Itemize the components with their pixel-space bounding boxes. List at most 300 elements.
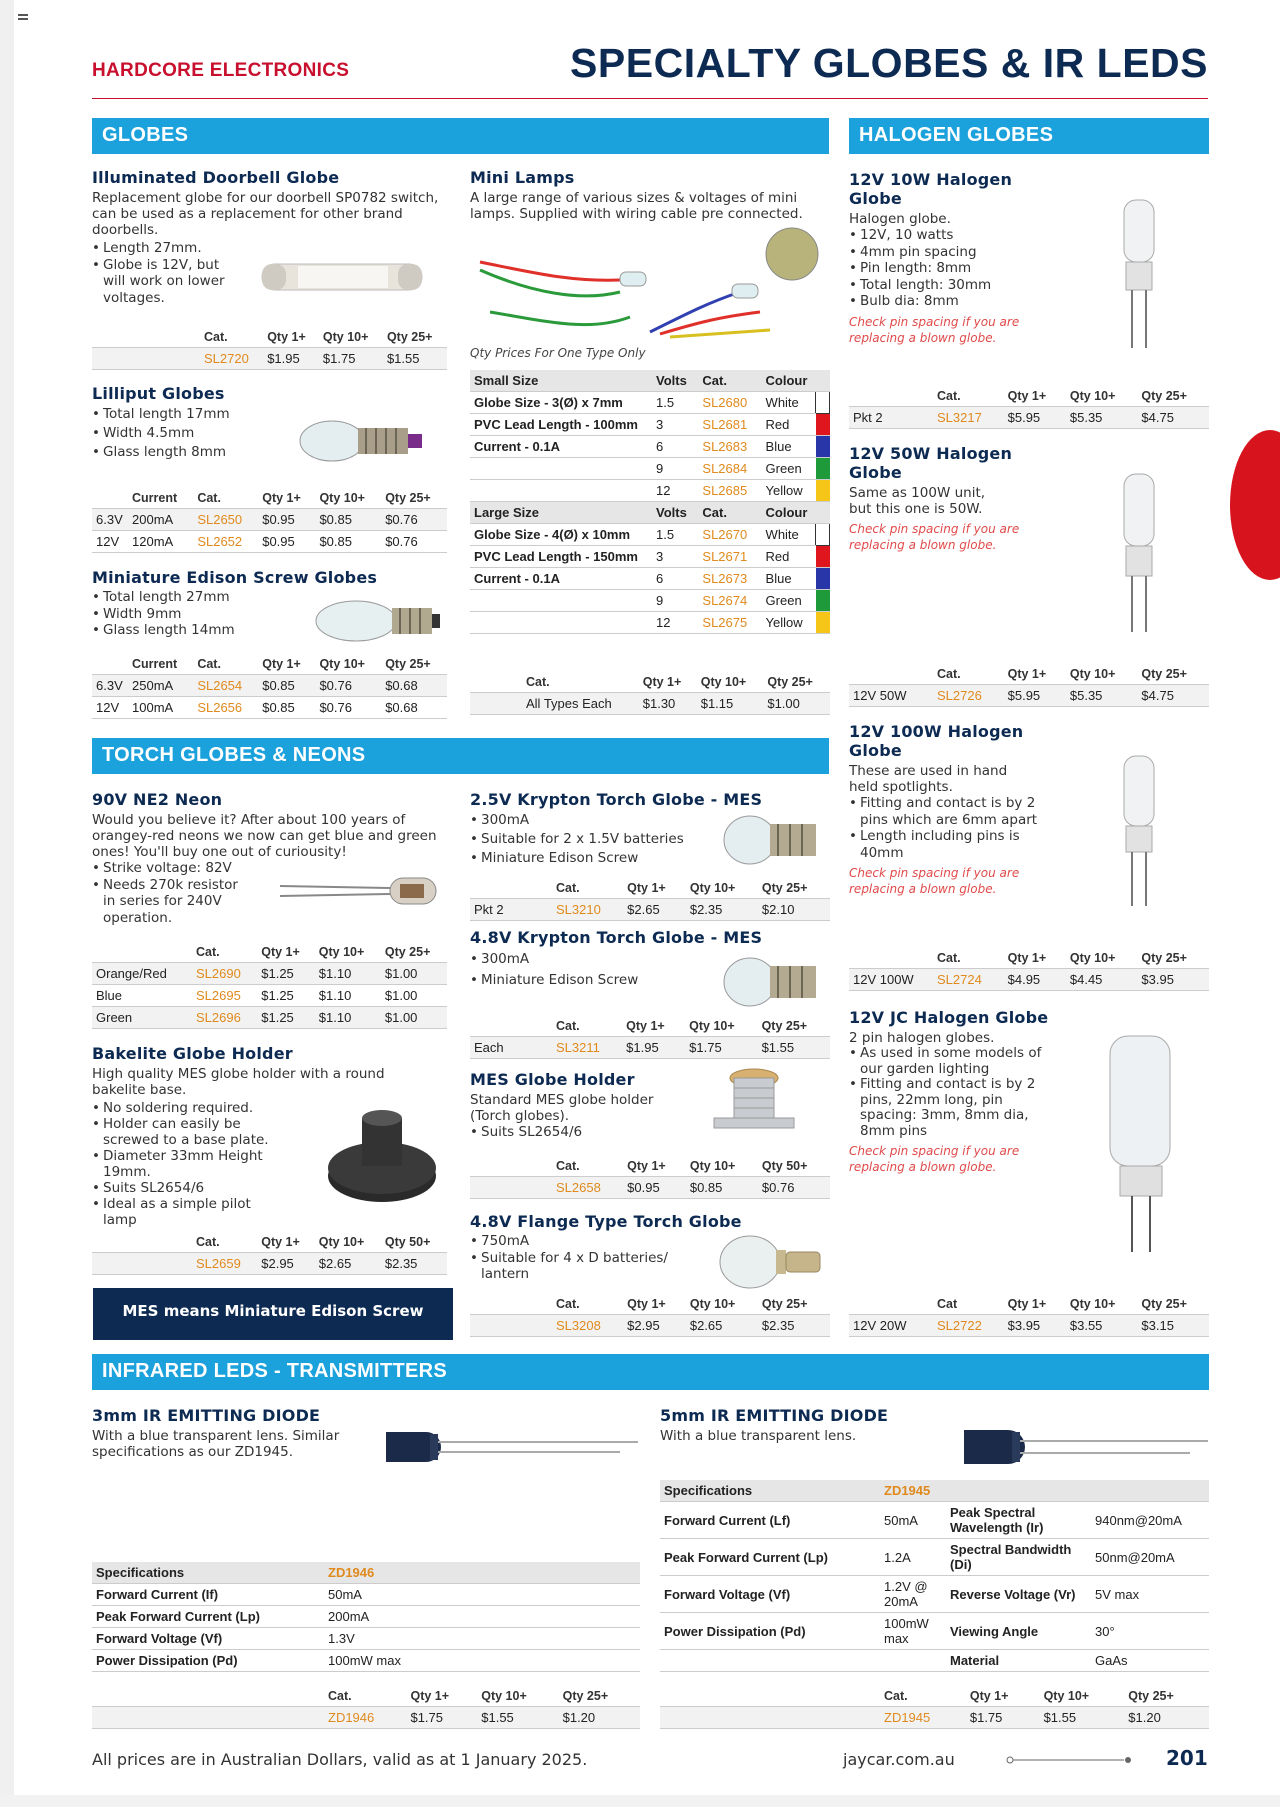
table-cell: $2.35 — [381, 1253, 447, 1275]
flange-globe-image — [716, 1232, 830, 1292]
column-header — [849, 386, 933, 407]
product-title: Illuminated Doorbell Globe — [92, 168, 340, 187]
table-cell: $4.75 — [1137, 685, 1209, 707]
lilliput-globe-image — [296, 416, 431, 466]
section-bar-halogen: HALOGEN GLOBES — [849, 118, 1209, 154]
table-cell: $4.45 — [1066, 969, 1138, 991]
table-cell: 100mA — [132, 700, 174, 715]
section-bar-infrared: INFRARED LEDS - TRANSMITTERS — [92, 1354, 1209, 1390]
spec-item: • Total length 27mm — [92, 589, 447, 606]
column-header: Qty 25+ — [761, 881, 808, 895]
product-title: 12V 50W Halogen Globe — [849, 444, 1013, 482]
spec-item: • Fitting and contact is by 2 pins, 22mm long, pin spacing: 3mm, 8mm dia, 8mm pins — [849, 1077, 1044, 1139]
footer-decor-line — [1004, 1752, 1134, 1768]
table-cell: $0.85 — [319, 534, 352, 549]
red-tab-marker — [1230, 430, 1280, 580]
column-header: Qty 1+ — [261, 1235, 300, 1249]
halogen-jc-price-table — [849, 1294, 1209, 1337]
table-cell: 100mW max — [880, 1613, 946, 1650]
col-cat: Cat. — [204, 330, 228, 344]
halogen-100w-block — [849, 722, 1079, 897]
column-header: Cat. — [556, 1297, 580, 1311]
spec-list — [849, 1046, 1044, 1139]
table-cell — [880, 1650, 946, 1672]
table-cell: 1.5 — [652, 392, 698, 414]
product-title: 12V 100W Halogen Globe — [849, 722, 1024, 760]
table-row — [470, 1315, 830, 1337]
table-row — [470, 693, 830, 715]
spec-list — [849, 795, 1049, 861]
colour-swatch — [816, 612, 830, 634]
table-cell: $0.76 — [319, 700, 352, 715]
spec-item: • Suits SL2654/6 — [470, 1124, 690, 1141]
table-cell: Yellow — [762, 480, 816, 502]
spec-item: • 12V, 10 watts — [849, 227, 1049, 244]
table-cell: PVC Lead Length - 100mm — [470, 414, 652, 436]
product-title: Mini Lamps — [470, 168, 575, 187]
table-cell: $0.85 — [686, 1177, 758, 1199]
product-title: 12V 10W Halogen Globe — [849, 170, 1013, 208]
column-header: Qty 10+ — [1069, 389, 1116, 403]
table-cell: Blue — [762, 436, 816, 458]
table-cell — [470, 590, 652, 612]
table-cell: $3.15 — [1137, 1315, 1209, 1337]
spec-item: • Miniature Edison Screw — [470, 849, 830, 868]
table-cell: 50mA — [880, 1502, 946, 1539]
table-row — [92, 1253, 447, 1275]
spec-list — [92, 240, 242, 306]
table-cell: SL3208 — [552, 1315, 623, 1337]
table-row — [849, 969, 1209, 991]
halogen-50w-price-table — [849, 664, 1209, 707]
product-description: With a blue transparent lens. Similar specifications as our ZD1945. — [92, 1428, 340, 1460]
table-cell — [1091, 1480, 1209, 1502]
table-cell: Yellow — [762, 612, 816, 634]
table-row — [92, 985, 447, 1007]
column-header: Cat. — [196, 945, 220, 959]
spec-list — [849, 227, 1049, 310]
table-row — [92, 509, 447, 531]
spec-item: • No soldering required. — [92, 1100, 272, 1116]
spec-item: • As used in some models of our garden lighting — [849, 1046, 1044, 1077]
column-header: Qty 1+ — [1007, 951, 1047, 965]
product-title: 90V NE2 Neon — [92, 790, 223, 809]
column-header: Qty 25+ — [761, 1297, 808, 1311]
table-cell: 940nm@20mA — [1091, 1502, 1209, 1539]
table-cell: Specifications — [92, 1562, 324, 1584]
krypton-25-price-table — [470, 878, 830, 921]
spec-item: • Globe is 12V, but will work on lower voltages. — [92, 257, 242, 307]
spec-item: • Diameter 33mm Height 19mm. — [92, 1148, 272, 1180]
table-cell — [92, 1253, 192, 1275]
table-cell: 250mA — [128, 675, 193, 697]
product-description: Would you believe it? After about 100 years of orangey-red neons we now can get blue and green ones! You'll buy one out of curiousity! — [92, 812, 437, 860]
column-header — [849, 664, 933, 685]
table-cell: $1.00 — [763, 693, 830, 715]
product-title: 4.8V Krypton Torch Globe - MES — [470, 928, 763, 947]
table-cell: White — [762, 392, 816, 414]
spec-list — [92, 860, 252, 926]
doorbell-globe-image — [258, 252, 428, 300]
product-title: 3mm IR EMITTING DIODE — [92, 1406, 321, 1425]
column-header: Qty 50+ — [761, 1159, 808, 1173]
table-cell: Colour — [762, 370, 830, 392]
table-cell: SL2681 — [698, 414, 761, 436]
table-cell: SL2652 — [197, 534, 243, 549]
column-header: Qty 10+ — [1069, 1297, 1116, 1311]
table-cell: 9 — [652, 590, 698, 612]
table-cell: 30° — [1091, 1613, 1209, 1650]
product-description: High quality MES globe holder with a round bakelite base. — [92, 1066, 385, 1098]
table-cell: 50mA — [324, 1584, 640, 1606]
column-header: Cat. — [884, 1689, 908, 1703]
product-description: Same as 100W unit, but this one is 50W. — [849, 485, 986, 517]
col-qty10: Qty 10+ — [322, 330, 369, 344]
spec-item: • Glass length 8mm — [92, 443, 292, 462]
column-header: Cat. — [937, 951, 961, 965]
table-cell: $5.35 — [1066, 685, 1138, 707]
table-cell — [92, 348, 200, 370]
table-row — [849, 1315, 1209, 1337]
table-cell: $0.68 — [381, 675, 447, 697]
table-cell: Volts — [652, 502, 698, 524]
table-cell: Forward Current (If) — [92, 1584, 324, 1606]
column-header: Qty 25+ — [1141, 389, 1187, 403]
table-cell — [470, 693, 522, 715]
table-row — [92, 1707, 640, 1729]
mini-lamps-table — [470, 370, 830, 634]
table-cell: SL2654 — [193, 675, 258, 697]
table-cell: 6 — [652, 436, 698, 458]
table-row — [660, 1707, 1209, 1729]
table-cell: SL2650 — [193, 509, 258, 531]
halogen-50w-block — [849, 444, 1049, 553]
table-cell: $1.75 — [966, 1707, 1040, 1729]
bakelite-holder-image — [322, 1098, 442, 1208]
table-cell: 5V max — [1091, 1576, 1209, 1613]
colour-swatch — [816, 436, 830, 458]
product-title: 5mm IR EMITTING DIODE — [660, 1406, 889, 1425]
edison-globe-image — [312, 596, 447, 646]
bakelite-price-table — [92, 1232, 447, 1275]
table-cell: $1.10 — [315, 963, 381, 985]
table-cell — [946, 1480, 1091, 1502]
mini-lamps-price-table — [470, 672, 830, 715]
table-cell: 3 — [652, 414, 698, 436]
table-cell: ZD1946 — [324, 1707, 406, 1729]
column-header: Qty 10+ — [689, 1297, 736, 1311]
column-header: Qty 25+ — [384, 945, 431, 959]
spec-item: • 300mA — [470, 811, 830, 830]
spec-item: • Pin length: 8mm — [849, 260, 1049, 277]
table-cell: $2.65 — [623, 899, 686, 921]
brand-name: HARDCORE ELECTRONICS — [92, 60, 350, 81]
section-bar-globes: GLOBES — [92, 118, 829, 154]
table-cell: Material — [946, 1650, 1091, 1672]
column-header — [92, 654, 128, 675]
table-cell: SL2722 — [933, 1315, 1004, 1337]
table-cell: $2.10 — [758, 899, 830, 921]
column-header: Qty 1+ — [262, 491, 301, 505]
table-cell: 12V — [96, 700, 120, 715]
table-cell: SL2726 — [933, 685, 1004, 707]
column-header: Qty 10+ — [689, 1159, 736, 1173]
table-row — [849, 685, 1209, 707]
table-row — [92, 675, 447, 697]
column-header: Cat. — [197, 657, 221, 671]
halogen-jc-block — [849, 1008, 1049, 1175]
menu-icon[interactable] — [18, 14, 28, 22]
table-cell: SL2656 — [197, 700, 243, 715]
table-cell: SL2724 — [933, 969, 1004, 991]
spec-item: • Suitable for 4 x D batteries/ lantern — [470, 1250, 690, 1283]
table-cell: 200mA — [324, 1606, 640, 1628]
krypton-25-image — [720, 808, 830, 868]
table-cell: All Types Each — [522, 693, 639, 715]
column-header — [92, 488, 128, 509]
product-description: Standard MES globe holder (Torch globes). — [470, 1092, 654, 1124]
table-cell: GaAs — [1091, 1650, 1209, 1672]
column-header — [92, 327, 200, 348]
column-header: Qty 1+ — [1007, 667, 1047, 681]
table-cell: Forward Voltage (Vf) — [92, 1628, 324, 1650]
page-bottom-edge — [0, 1795, 1280, 1807]
product-title: MES Globe Holder — [470, 1070, 635, 1089]
column-header: Qty 25+ — [761, 1019, 808, 1033]
column-header: Qty 1+ — [261, 945, 300, 959]
spec-item: • Glass length 14mm — [92, 622, 447, 639]
column-header — [92, 942, 192, 963]
column-header: Qty 50+ — [384, 1235, 431, 1249]
table-cell: $1.10 — [318, 988, 352, 1003]
table-cell: $0.95 — [623, 1177, 686, 1199]
halogen-10w-block — [849, 170, 1049, 346]
table-cell: 100mW max — [324, 1650, 640, 1672]
spec-item: • Bulb dia: 8mm — [849, 293, 1049, 310]
table-cell: SL2683 — [698, 436, 761, 458]
table-cell: 12V 50W — [849, 685, 933, 707]
column-header: Current — [132, 491, 178, 505]
spec-item: • Length 27mm. — [92, 240, 242, 257]
column-header: Cat. — [556, 1159, 580, 1173]
table-cell: $0.68 — [385, 700, 418, 715]
table-cell: $2.35 — [758, 1315, 830, 1337]
table-cell: ZD1945 — [880, 1480, 946, 1502]
table-cell: Pkt 2 — [470, 899, 552, 921]
colour-swatch — [816, 524, 830, 546]
table-cell: 12V — [96, 534, 120, 549]
table-row — [92, 531, 447, 553]
table-cell: 1.3V — [324, 1628, 640, 1650]
column-header: Qty 1+ — [642, 675, 682, 689]
table-row — [849, 407, 1209, 429]
footer-note: All prices are in Australian Dollars, valid as at 1 January 2025. — [92, 1750, 588, 1769]
table-cell: SL2684 — [698, 458, 761, 480]
column-header — [470, 1156, 552, 1177]
table-cell: $1.55 — [383, 348, 447, 370]
product-description: 2 pin halogen globes. — [849, 1030, 995, 1046]
table-cell: SL2690 — [192, 963, 257, 985]
table-cell: SL2671 — [698, 546, 761, 568]
table-row — [470, 1177, 830, 1199]
column-header — [849, 1294, 933, 1315]
flange-price-table — [470, 1294, 830, 1337]
pin-spacing-note: Check pin spacing if you are replacing a blown globe. — [849, 522, 1020, 552]
column-header: Cat. — [937, 667, 961, 681]
table-cell: 12 — [652, 480, 698, 502]
colour-swatch — [816, 546, 830, 568]
column-header: Qty 10+ — [318, 1235, 365, 1249]
ir-5mm-block — [660, 1406, 960, 1444]
spec-item: • Needs 270k resistor in series for 240V operation. — [92, 877, 252, 927]
column-header: Cat — [937, 1297, 958, 1311]
table-cell: $4.95 — [1004, 969, 1066, 991]
section-bar-torch: TORCH GLOBES & NEONS — [92, 738, 829, 774]
mes-holder-image — [708, 1064, 798, 1150]
table-cell: $1.95 — [622, 1037, 685, 1059]
table-row — [92, 1007, 447, 1029]
column-header: Qty 1+ — [262, 657, 301, 671]
column-header: Qty 1+ — [626, 1019, 665, 1033]
column-header: Qty 1+ — [410, 1689, 450, 1703]
table-cell: $0.85 — [315, 509, 381, 531]
table-cell: $1.95 — [263, 348, 319, 370]
spec-list — [92, 1100, 272, 1228]
table-cell: Cat. — [698, 370, 761, 392]
table-cell: Current - 0.1A — [470, 436, 652, 458]
product-description: A large range of various sizes & voltages of mini lamps. Supplied with wiring cable pre connected. — [470, 190, 803, 222]
table-cell: SL2696 — [192, 1007, 257, 1029]
spec-list — [470, 1233, 690, 1283]
table-cell: $4.75 — [1137, 407, 1209, 429]
title-divider — [92, 98, 1208, 99]
table-row — [92, 348, 447, 370]
table-cell: 1.2V @ 20mA — [880, 1576, 946, 1613]
table-cell: $3.95 — [1004, 1315, 1066, 1337]
table-cell: SL3210 — [552, 899, 623, 921]
table-row — [92, 697, 447, 719]
column-header: Qty 25+ — [562, 1689, 609, 1703]
table-cell: $1.20 — [559, 1707, 640, 1729]
halogen-10w-price-table — [849, 386, 1209, 429]
table-cell: Blue — [762, 568, 816, 590]
table-cell: SL2673 — [698, 568, 761, 590]
footer-url[interactable]: jaycar.com.au — [843, 1750, 955, 1769]
colour-swatch — [816, 414, 830, 436]
column-header: Qty 25+ — [767, 675, 813, 689]
table-cell: 120mA — [132, 534, 174, 549]
column-header: Qty 10+ — [1069, 951, 1116, 965]
table-cell: $3.55 — [1066, 1315, 1138, 1337]
table-cell: SL2720 — [200, 348, 263, 370]
table-cell: Globe Size - 4(Ø) x 10mm — [470, 524, 652, 546]
table-cell: $0.85 — [258, 675, 315, 697]
table-cell: $1.25 — [261, 988, 294, 1003]
column-header: Qty 1+ — [627, 1159, 666, 1173]
product-description: These are used in hand held spotlights. — [849, 763, 1008, 795]
mes-info-box: MES means Miniature Edison Screw — [93, 1288, 453, 1340]
table-cell: $1.75 — [319, 348, 383, 370]
neon-image — [280, 874, 450, 908]
lilliput-block — [92, 384, 292, 462]
table-cell: 6.3V — [92, 509, 128, 531]
column-header: Cat. — [526, 675, 550, 689]
column-header: Qty 25+ — [1128, 1689, 1174, 1703]
spec-item: • Total length: 30mm — [849, 277, 1049, 294]
ir-3mm-led-image — [380, 1426, 640, 1468]
halogen-100w-price-table — [849, 948, 1209, 991]
colour-swatch — [816, 458, 830, 480]
table-cell: $0.76 — [381, 509, 447, 531]
product-description: With a blue transparent lens. — [660, 1428, 857, 1444]
spec-item: • Ideal as a simple pilot lamp — [92, 1196, 272, 1228]
spec-list — [470, 1124, 690, 1141]
spec-item: • Width 9mm — [92, 606, 447, 623]
spec-item: • Total length 17mm — [92, 405, 292, 424]
column-header: Qty 10+ — [700, 675, 747, 689]
spec-list — [92, 405, 292, 462]
column-header: Cat. — [196, 1235, 220, 1249]
table-cell: $2.95 — [257, 1253, 315, 1275]
table-cell: $2.95 — [623, 1315, 686, 1337]
table-cell: Large Size — [470, 502, 652, 524]
doorbell-price-table — [92, 327, 447, 370]
table-cell — [92, 1707, 324, 1729]
ir-3mm-block — [92, 1406, 362, 1460]
krypton-48-price-table — [470, 1016, 830, 1059]
page-left-edge — [0, 0, 14, 1807]
table-cell: $0.76 — [315, 675, 381, 697]
table-cell — [470, 458, 652, 480]
table-row — [92, 963, 447, 985]
spec-item: • Holder can easily be screwed to a base plate. — [92, 1116, 272, 1148]
table-cell: $1.25 — [257, 1007, 315, 1029]
table-cell: Globe Size - 3(Ø) x 7mm — [470, 392, 652, 414]
product-title: Bakelite Globe Holder — [92, 1044, 293, 1063]
mes-holder-block — [470, 1070, 690, 1141]
col-qty1: Qty 1+ — [267, 330, 306, 344]
table-cell: SL2685 — [698, 480, 761, 502]
table-cell: Current - 0.1A — [470, 568, 652, 590]
table-cell: Forward Current (Lf) — [660, 1502, 880, 1539]
table-cell: $3.95 — [1137, 969, 1209, 991]
table-cell: $5.35 — [1066, 407, 1138, 429]
column-header — [92, 1232, 192, 1253]
table-cell: Peak Spectral Wavelength (Ir) — [946, 1502, 1091, 1539]
table-cell: $1.20 — [1124, 1707, 1209, 1729]
table-cell: Small Size — [470, 370, 652, 392]
halogen-50w-image — [1110, 470, 1170, 640]
table-cell: SL2658 — [552, 1177, 623, 1199]
column-header: Qty 10+ — [319, 491, 365, 505]
table-row — [470, 899, 830, 921]
table-cell: $1.00 — [384, 988, 418, 1003]
table-cell: Peak Forward Current (Lp) — [92, 1606, 324, 1628]
column-header: Qty 10+ — [319, 657, 365, 671]
table-cell: Colour — [762, 502, 830, 524]
colour-swatch — [816, 568, 830, 590]
table-cell: $0.76 — [385, 534, 418, 549]
mini-lamps-image — [470, 222, 830, 342]
column-header: Qty 25+ — [1141, 667, 1187, 681]
table-cell: Volts — [652, 370, 698, 392]
krypton-48-image — [720, 952, 830, 1010]
table-row — [470, 1037, 830, 1059]
pin-spacing-note: Check pin spacing if you are replacing a blown globe. — [849, 866, 1020, 896]
table-cell: Pkt 2 — [849, 407, 933, 429]
table-cell: Green — [762, 458, 816, 480]
column-header: Qty 1+ — [627, 1297, 666, 1311]
